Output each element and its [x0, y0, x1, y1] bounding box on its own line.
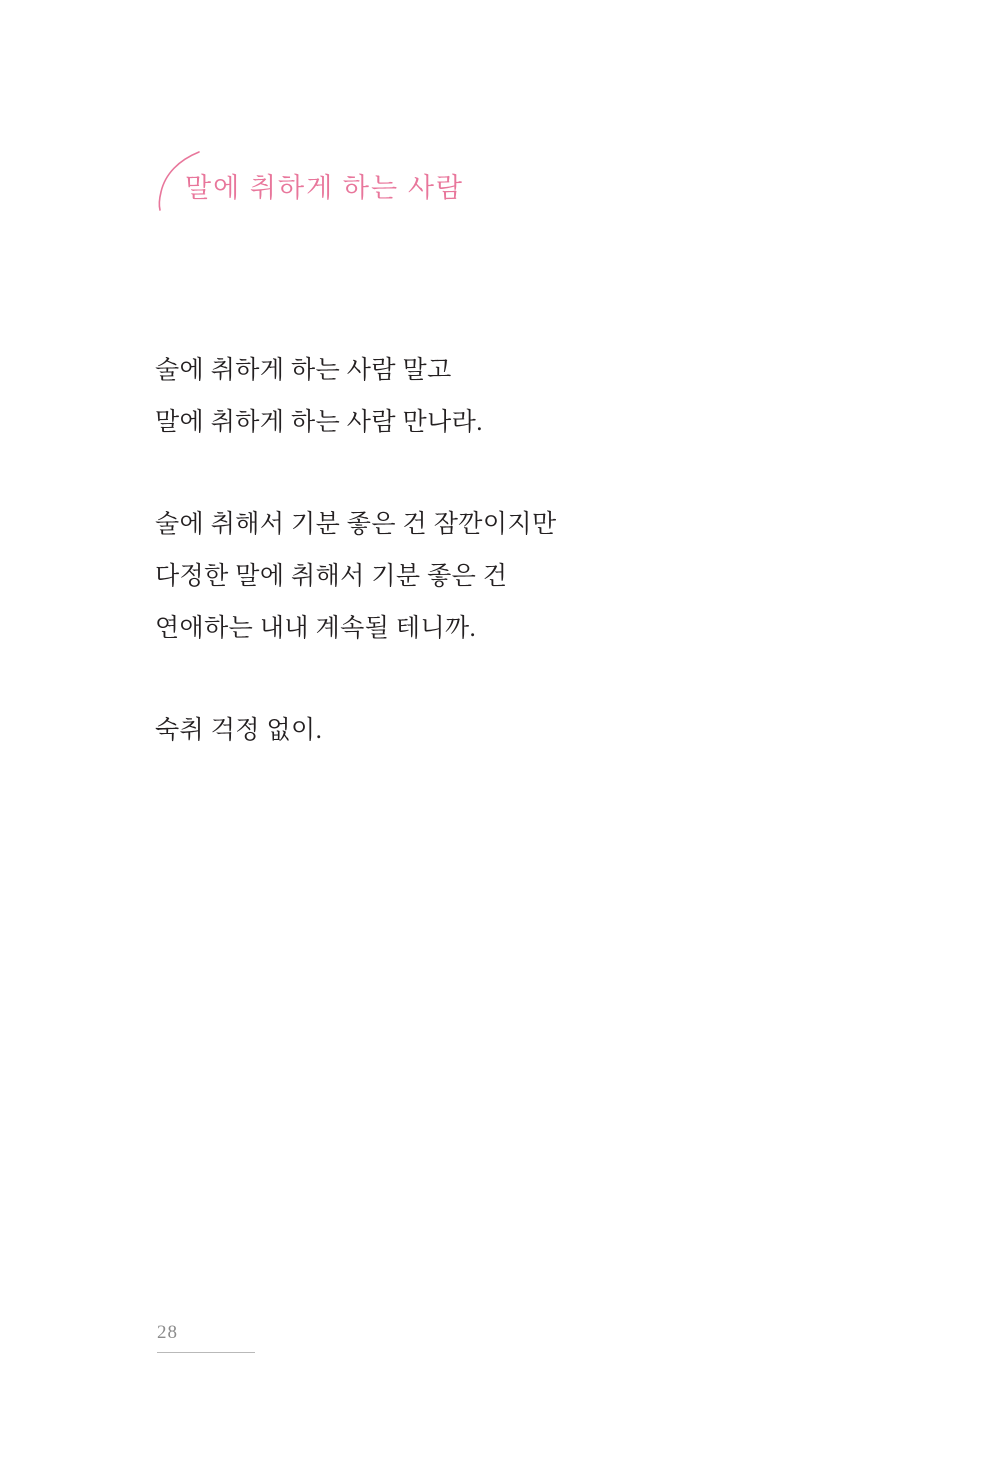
- poem-line: 술에 취해서 기분 좋은 건 잠깐이지만: [155, 511, 557, 538]
- stanza: [155, 499, 915, 655]
- title-block: [155, 150, 855, 220]
- stanza: [155, 705, 915, 757]
- stanza: [155, 345, 915, 449]
- poem-line: 말에 취하게 하는 사람 만나라.: [155, 409, 483, 436]
- poem-line: 술에 취하게 하는 사람 말고: [155, 357, 452, 384]
- folio: [157, 1322, 357, 1353]
- poem-line: 숙취 걱정 없이.: [155, 717, 323, 744]
- page-title: 말에 취하게 하는 사람: [185, 173, 464, 203]
- page-number: 28: [157, 1322, 178, 1343]
- poem-line: 다정한 말에 취해서 기분 좋은 건: [155, 563, 508, 590]
- poem-line: 연애하는 내내 계속될 테니까.: [155, 615, 477, 642]
- poem-body: [155, 345, 915, 757]
- folio-rule: [157, 1352, 255, 1353]
